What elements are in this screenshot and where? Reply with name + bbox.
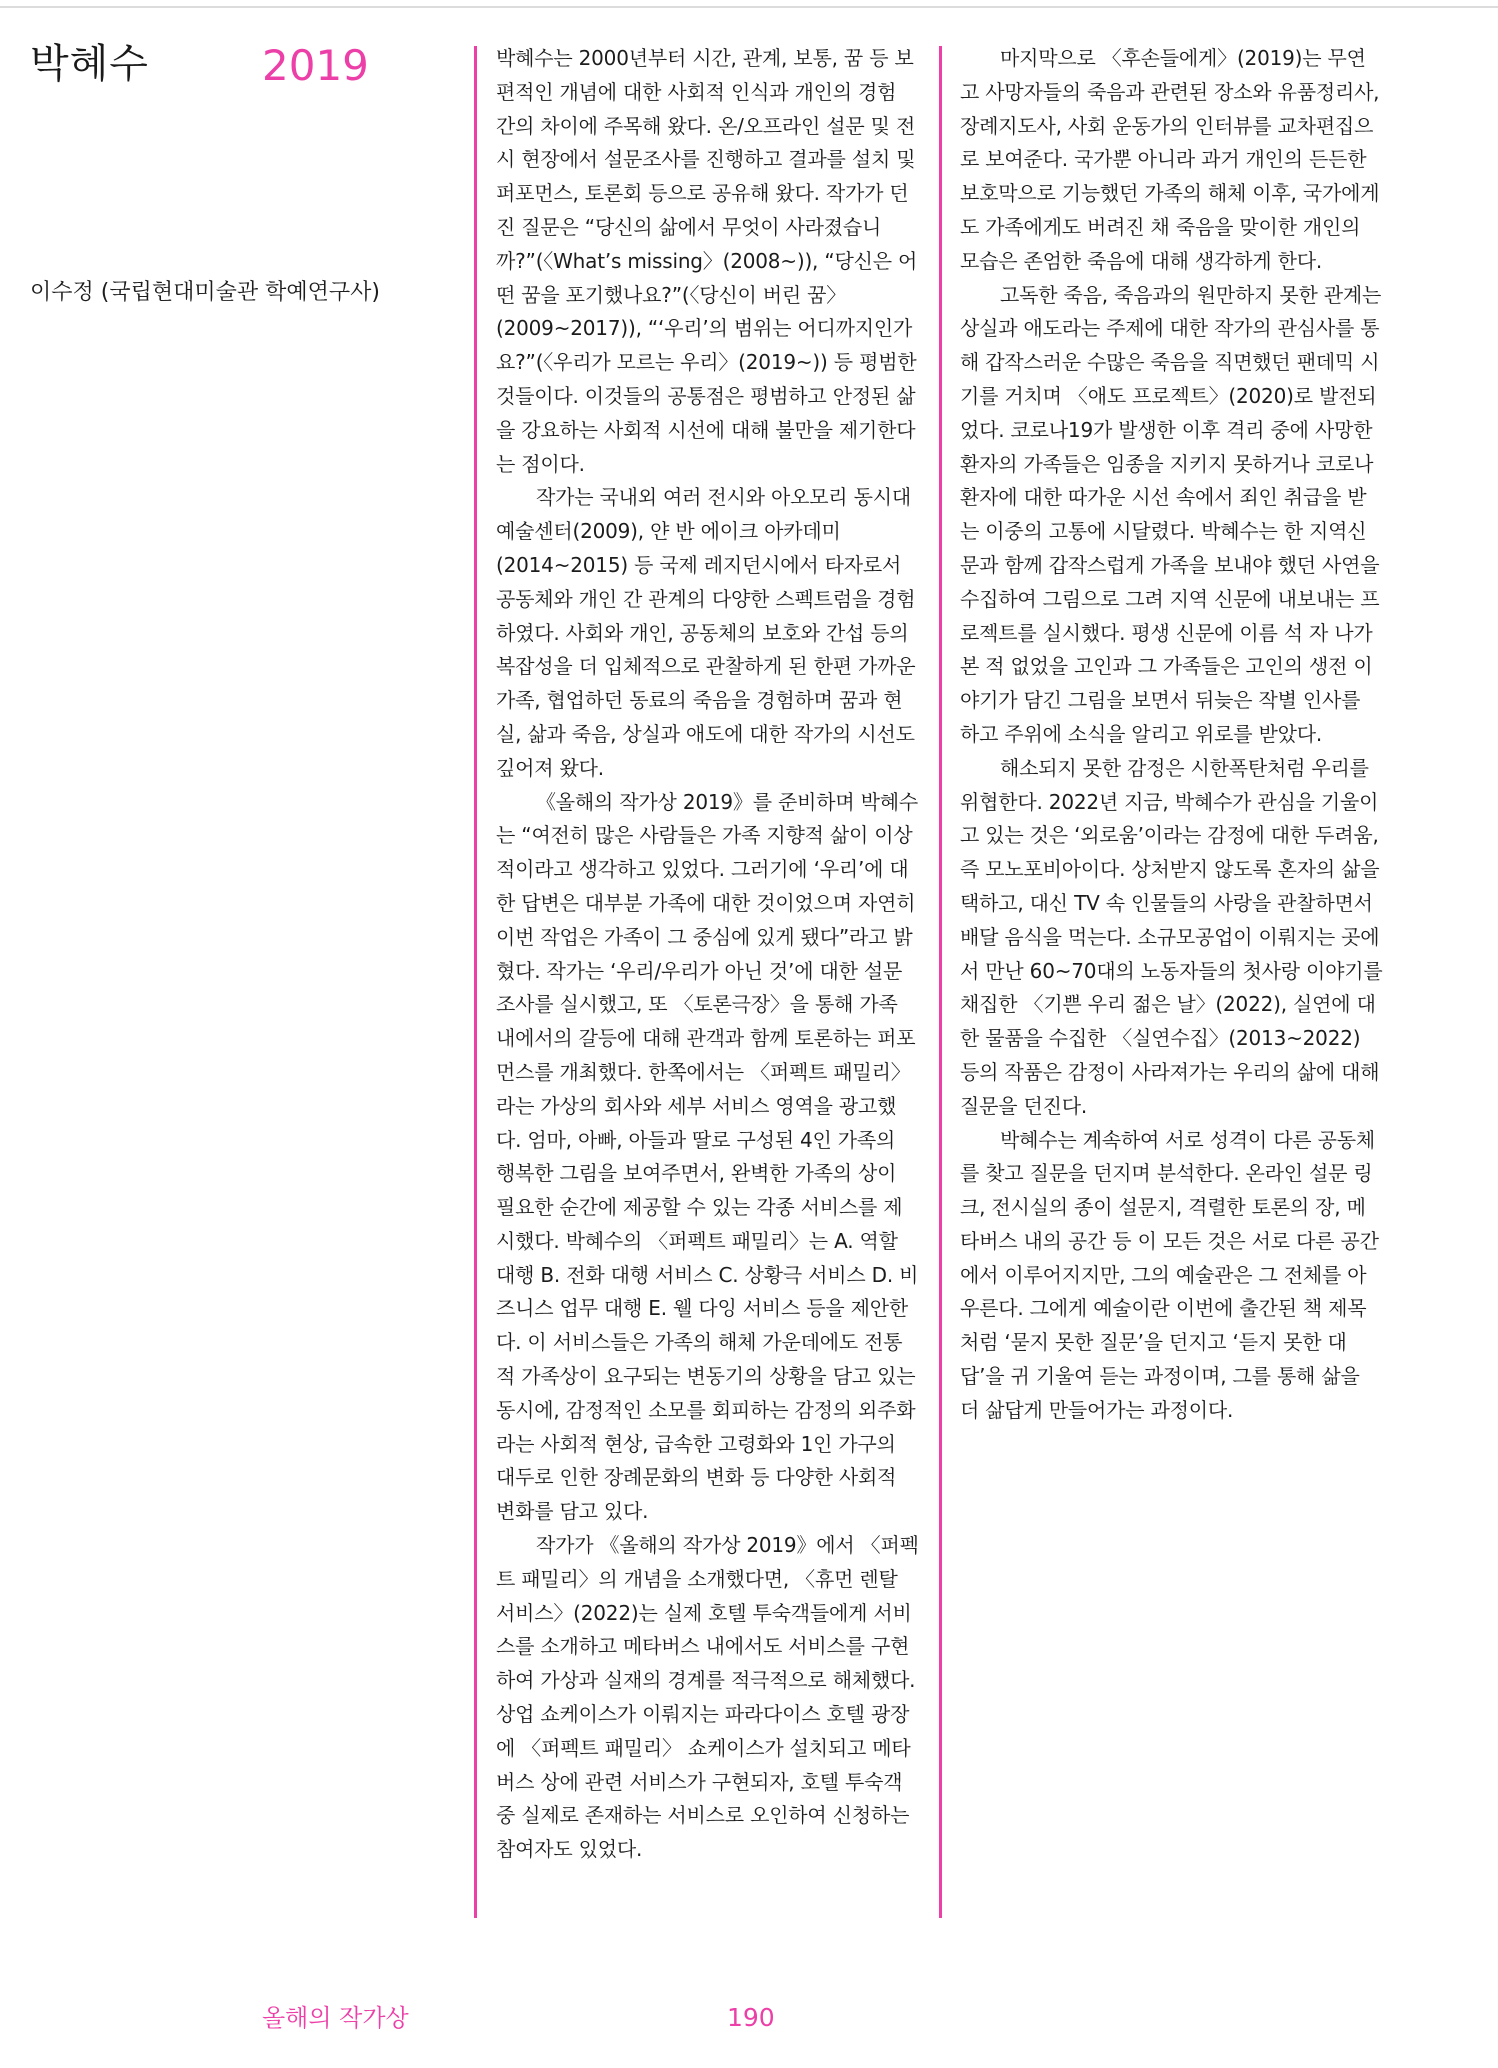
column-rule-right [939,46,942,1918]
page-number: 190 [727,2003,775,2032]
paragraph: 작가는 국내외 여러 전시와 아오모리 동시대예술센터(2009), 얀 반 에이크 아카데미(2014~2015) 등 국제 레지던시에서 타자로서 공동체와 개인 간 관계의 다양한 스펙트럼을 경험하였다. 사회와 개인, 공동체의 보호와 간섭 등의 복잡성을 더 입체적으로 관찰하게 된 한편 가까운 가족, 협업하던 동료의 죽음을 경험하며 꿈과 현실, 삶과 죽음, 상실과 애도에 대한 작가의 시선도 깊어져 왔다. [496,485,916,780]
paragraph: 《올해의 작가상 2019》를 준비하며 박혜수는 “여전히 많은 사람들은 가족 지향적 삶이 이상적이라고 생각하고 있었다. 그러기에 ‘우리’에 대한 답변은 대부분 가족에 대한 것이었으며 자연히 이번 작업은 가족이 그 중심에 있게 됐다”라고 밝혔다. 작가는 ‘우리/우리가 아닌 것’에 대한 설문조사를 실시했고, 또 〈토론극장〉을 통해 가족 내에서의 갈등에 대해 관객과 함께 토론하는 퍼포먼스를 개최했다. 한쪽에서는 〈퍼펙트 패밀리〉라는 가상의 회사와 세부 서비스 영역을 광고했다. 엄마, 아빠, 아들과 딸로 구성된 4인 가족의 행복한 그림을 보여주면서, 완벽한 가족의 상이 필요한 순간에 제공할 수 있는 각종 서비스를 제시했다. 박혜수의 〈퍼펙트 패밀리〉는 A. 역할 대행 B. 전화 대행 서비스 C. 상황극 서비스 D. 비즈니스 업무 대행 E. 웰 다잉 서비스 등을 제안한다. 이 서비스들은 가족의 해체 가운데에도 전통적 가족상이 요구되는 변동기의 상황을 담고 있는 동시에, 감정적인 소모를 회피하는 감정의 외주화라는 사회적 현상, 급속한 고령화와 1인 가구의 대두로 인한 장례문화의 변화 등 다양한 사회적 변화를 담고 있다. [496,789,919,1524]
paragraph: 고독한 죽음, 죽음과의 원만하지 못한 관계는 상실과 애도라는 주제에 대한 작가의 관심사를 통해 갑작스러운 수많은 죽음을 직면했던 팬데믹 시기를 거치며 〈애도 프로젝트〉(2020)로 발전되었다. 코로나19가 발생한 이후 격리 중에 사망한 환자의 가족들은 임종을 지키지 못하거나 코로나 환자에 대한 따가운 시선 속에서 죄인 취급을 받는 이중의 고통에 시달렸다. 박혜수는 한 지역신문과 함께 갑작스럽게 가족을 보내야 했던 사연을 수집하여 그림으로 그려 지역 신문에 내보내는 프로젝트를 실시했다. 평생 신문에 이름 석 자 나가본 적 없었을 고인과 그 가족들은 고인의 생전 이야기가 담긴 그림을 보면서 뒤늦은 작별 인사를 하고 주위에 소식을 알리고 위로를 받았다. [960,282,1382,746]
paragraph: 마지막으로 〈후손들에게〉(2019)는 무연고 사망자들의 죽음과 관련된 장소와 유품정리사, 장례지도사, 사회 운동가의 인터뷰를 교차편집으로 보여준다. 국가뿐 아니라 과거 개인의 든든한 보호막으로 기능했던 가족의 해체 이후, 국가에게도 가족에게도 버려진 채 죽음을 맞이한 개인의 모습은 존엄한 죽음에 대해 생각하게 한다. [960,46,1380,273]
paragraph: 박혜수는 2000년부터 시간, 관계, 보통, 꿈 등 보편적인 개념에 대한 사회적 인식과 개인의 경험 간의 차이에 주목해 왔다. 온/오프라인 설문 및 전시 현장에서 설문조사를 진행하고 결과를 설치 및 퍼포먼스, 토론회 등으로 공유해 왔다. 작가가 던진 질문은 “당신의 삶에서 무엇이 사라졌습니까?”(〈What’s missing〉(2008~)), “당신은 어떤 꿈을 포기했나요?”(〈당신이 버린 꿈〉(2009~2017)), “‘우리’의 범위는 어디까지인가요?”(〈우리가 모르는 우리〉(2019~)) 등 평범한 것들이다. 이것들의 공통점은 평범하고 안정된 삶을 강요하는 사회적 시선에 대해 불만을 제기한다는 점이다. [496,46,918,476]
paragraph: 해소되지 못한 감정은 시한폭탄처럼 우리를 위협한다. 2022년 지금, 박혜수가 관심을 기울이고 있는 것은 ‘외로움’이라는 감정에 대한 두려움, 즉 모노포비아이다. 상처받지 않도록 혼자의 삶을 택하고, 대신 TV 속 인물들의 사랑을 관찰하면서 배달 음식을 먹는다. 소규모공업이 이뤄지는 곳에서 만난 60~70대의 노동자들의 첫사랑 이야기를 채집한 〈기쁜 우리 젊은 날〉(2022), 실연에 대한 물품을 수집한 〈실연수집〉(2013~2022) 등의 작품은 감정이 사라져가는 우리의 삶에 대해 질문을 던진다. [960,755,1383,1118]
paragraph: 작가가 《올해의 작가상 2019》에서 〈퍼펙트 패밀리〉의 개념을 소개했다면, 〈휴먼 렌탈 서비스〉(2022)는 실제 호텔 투숙객들에게 서비스를 소개하고 메타버스 내에서도 서비스를 구현하여 가상과 실재의 경계를 적극적으로 해체했다. 상업 쇼케이스가 이뤄지는 파라다이스 호텔 광장에 〈퍼펙트 패밀리〉 쇼케이스가 설치되고 메타버스 상에 관련 서비스가 구현되자, 호텔 투숙객 중 실제로 존재하는 서비스로 오인하여 신청하는 참여자도 있었다. [496,1533,919,1862]
column-rule-left [474,46,477,1918]
top-divider [0,6,1498,8]
text-column-1 [496,42,920,1867]
year: 2019 [262,41,369,90]
footer-publication-title: 올해의 작가상 [262,2004,409,2032]
artist-name: 박혜수 [30,41,149,87]
paragraph: 박혜수는 계속하여 서로 성격이 다른 공동체를 찾고 질문을 던지며 분석한다. 온라인 설문 링크, 전시실의 종이 설문지, 격렬한 토론의 장, 메타버스 내의 공간 등 이 모든 것은 서로 다른 공간에서 이루어지지만, 그의 예술관은 그 전체를 아우른다. 그에게 예술이란 이번에 출간된 책 제목처럼 ‘묻지 못한 질문’을 던지고 ‘듣지 못한 대답’을 귀 기울여 듣는 과정이며, 그를 통해 삶을 더 삶답게 만들어가는 과정이다. [960,1127,1379,1422]
author-credit: 이수정 (국립현대미술관 학예연구사) [30,280,380,305]
text-column-2 [960,42,1384,1428]
